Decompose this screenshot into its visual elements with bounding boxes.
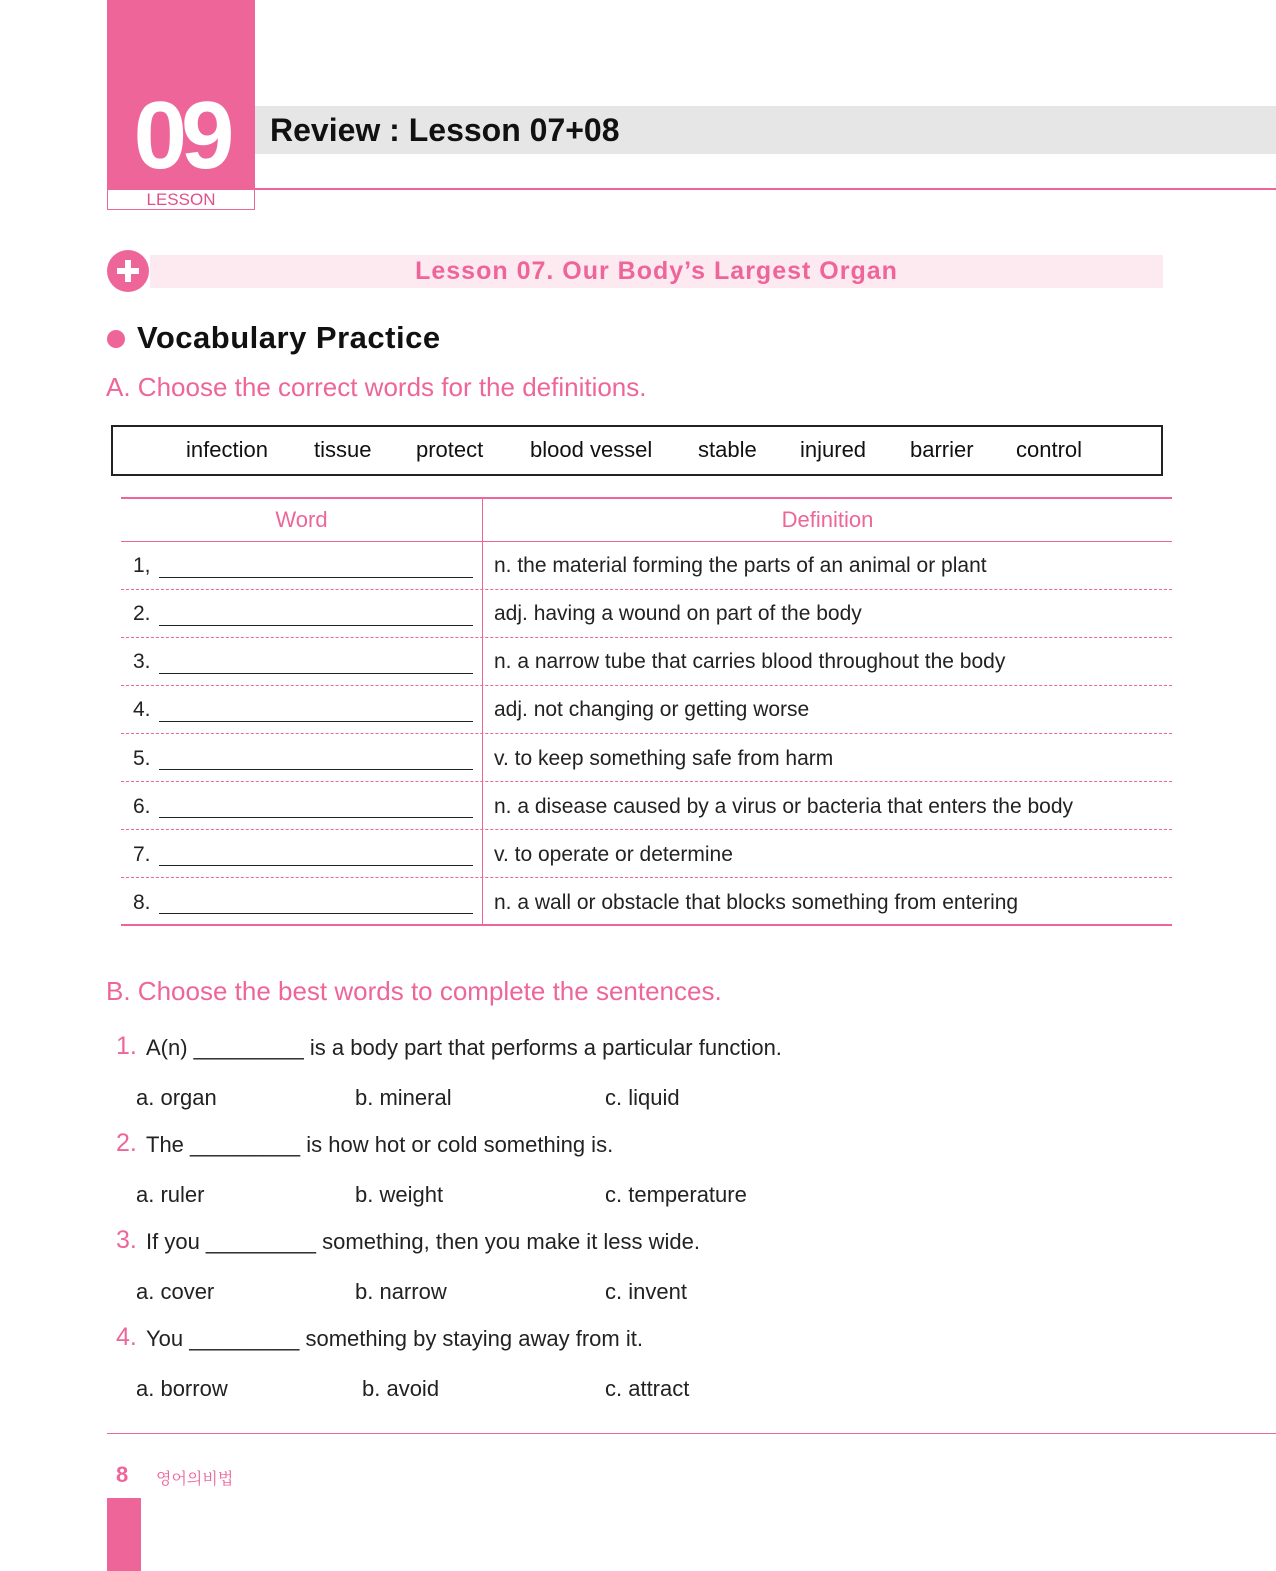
question-text: You _________ something by staying away from it.: [146, 1326, 643, 1351]
row-divider: [121, 733, 1172, 734]
word-bank-item: protect: [416, 437, 484, 462]
answer-blank[interactable]: [159, 769, 473, 770]
row-number: 2.: [133, 602, 151, 625]
row-number: 6.: [133, 795, 151, 818]
row-number: 7.: [133, 843, 151, 866]
answer-blank[interactable]: [159, 625, 473, 626]
question-number: 3.: [116, 1226, 137, 1254]
option-c[interactable]: c. attract: [605, 1376, 690, 1401]
answer-blank[interactable]: [159, 817, 473, 818]
word-bank-item: barrier: [910, 437, 974, 462]
row-number: 4.: [133, 698, 151, 721]
row-definition: n. a disease caused by a virus or bacteria that enters the body: [494, 795, 1074, 818]
lesson-banner-text: Lesson 07. Our Body’s Largest Organ: [415, 257, 898, 285]
option-b[interactable]: b. avoid: [362, 1376, 440, 1401]
column-header-definition: Definition: [781, 507, 874, 532]
option-a[interactable]: a. borrow: [136, 1376, 228, 1401]
option-b[interactable]: b. narrow: [355, 1279, 447, 1304]
row-number: 8.: [133, 891, 151, 914]
table-bottom-border: [121, 924, 1172, 926]
option-c[interactable]: c. liquid: [605, 1085, 680, 1110]
table-header-border: [121, 541, 1172, 542]
footer-divider: [107, 1433, 1276, 1434]
column-header-word: Word: [275, 507, 328, 532]
part-b-heading: B. Choose the best words to complete the sentences.: [106, 976, 722, 1006]
row-divider: [121, 589, 1172, 590]
row-number: 1,: [133, 554, 151, 577]
row-number: 5.: [133, 747, 151, 770]
question-text: A(n) _________ is a body part that performs a particular function.: [146, 1035, 782, 1060]
answer-blank[interactable]: [159, 673, 473, 674]
row-divider: [121, 685, 1172, 686]
answer-blank[interactable]: [159, 913, 473, 914]
plus-icon-bar-v: [125, 260, 131, 282]
option-a[interactable]: a. ruler: [136, 1182, 205, 1207]
question-text: If you _________ something, then you make it less wide.: [146, 1229, 701, 1254]
option-a[interactable]: a. organ: [136, 1085, 217, 1110]
row-definition: v. to keep something safe from harm: [494, 747, 834, 770]
row-definition: adj. not changing or getting worse: [494, 698, 810, 721]
row-divider: [121, 637, 1172, 638]
book-name: 영어의비법: [156, 1471, 234, 1488]
answer-blank[interactable]: [159, 577, 473, 578]
row-definition: v. to operate or determine: [494, 843, 733, 866]
lesson-label: LESSON: [146, 190, 216, 209]
answer-blank[interactable]: [159, 865, 473, 866]
section-title: Vocabulary Practice: [137, 320, 441, 355]
row-definition: n. a narrow tube that carries blood throughout the body: [494, 650, 1006, 673]
option-a[interactable]: a. cover: [136, 1279, 215, 1304]
word-bank-item: infection: [186, 437, 268, 462]
word-bank-item: stable: [698, 437, 757, 462]
question-number: 1.: [116, 1032, 137, 1060]
word-bank-item: control: [1016, 437, 1083, 462]
row-number: 3.: [133, 650, 151, 673]
question-number: 4.: [116, 1323, 137, 1351]
question-text: The _________ is how hot or cold something is.: [146, 1132, 614, 1157]
row-definition: n. a wall or obstacle that blocks something from entering: [494, 891, 1019, 914]
lesson-number: 09: [133, 82, 229, 189]
word-bank-item: blood vessel: [530, 437, 653, 462]
option-b[interactable]: b. weight: [355, 1182, 444, 1207]
row-divider: [121, 781, 1172, 782]
option-c[interactable]: c. invent: [605, 1279, 687, 1304]
word-bank-item: injured: [800, 437, 867, 462]
row-divider: [121, 829, 1172, 830]
page-title: Review : Lesson 07+08: [270, 112, 620, 148]
table-column-divider: [482, 497, 483, 925]
question-number: 2.: [116, 1129, 137, 1157]
part-a-heading: A. Choose the correct words for the definitions.: [106, 372, 647, 402]
page-number: 8: [116, 1462, 129, 1487]
option-b[interactable]: b. mineral: [355, 1085, 452, 1110]
row-definition: n. the material forming the parts of an animal or plant: [494, 554, 987, 577]
word-bank-item: tissue: [314, 437, 372, 462]
answer-blank[interactable]: [159, 721, 473, 722]
row-divider: [121, 877, 1172, 878]
option-c[interactable]: c. temperature: [605, 1182, 747, 1207]
footer-tab: [107, 1498, 141, 1571]
header-divider: [255, 188, 1276, 190]
row-definition: adj. having a wound on part of the body: [494, 602, 862, 625]
bullet-dot-icon: [107, 330, 125, 348]
